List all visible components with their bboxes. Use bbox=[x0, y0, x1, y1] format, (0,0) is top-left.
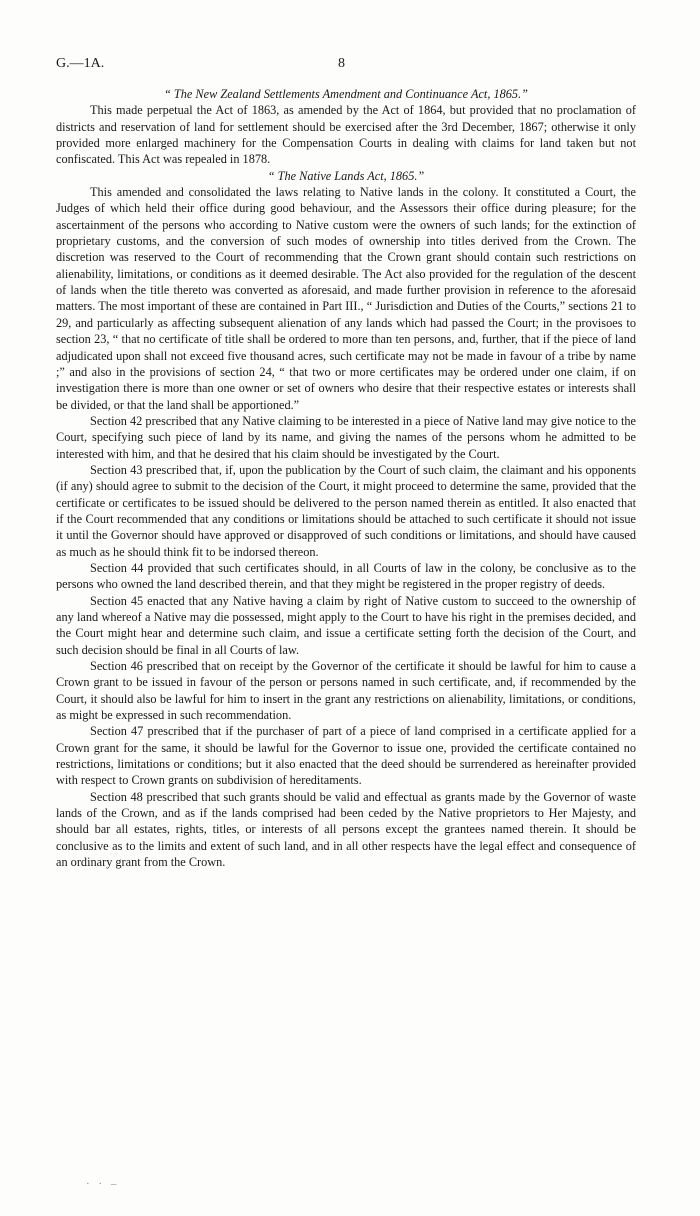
paragraph: Section 47 prescribed that if the purchaser of part of a piece of land comprised in a certificate applied for a Crown grant for the same, it should be lawful for the Governor to issue one, provided the certificate contained no restrictions, limitations or conditions; but it also enacted that the deed should be surrendered as hereinafter provided with respect to Crown grants on subdivision of hereditaments. bbox=[56, 724, 636, 788]
paragraph: Section 44 provided that such certificates should, in all Courts of law in the colony, be conclusive as to the persons who owned the land described therein, and that they might be registered in the proper registry of deeds. bbox=[56, 560, 636, 592]
paragraph: Section 48 prescribed that such grants should be valid and effectual as grants made by the Governor of waste lands of the Crown, and as if the lands comprised had been ceded by the Native proprietors to Her Majesty, and should bar all estates, rights, titles, or interests of all persons except the grantees named therein. It should be conclusive as to the limits and extent of such land, and in all other respects have the legal effect and consequence of an ordinary grant from the Crown. bbox=[56, 789, 636, 870]
document-reference: G.—1A. bbox=[56, 56, 105, 71]
act-title: “ The Native Lands Act, 1865.” bbox=[267, 168, 425, 183]
paragraph: Section 42 prescribed that any Native claiming to be interested in a piece of Native land may give notice to the Court, specifying such piece of land by its name, and giving the names of the persons whom he admitted to be interested with him, and that he desired that his claim should be investigated by the Court. bbox=[56, 413, 636, 461]
body-text bbox=[56, 86, 636, 871]
page-number: 8 bbox=[338, 56, 345, 71]
act-title: “ The New Zealand Settlements Amendment and Continuance Act, 1865.” bbox=[164, 87, 528, 101]
paragraph: Section 45 enacted that any Native having a claim by right of Native custom to succeed to the ownership of any land whereof a Native may die possessed, might apply to the Court to have his right in the premises decided, and the Court might hear and determine such claim, and issue a certificate setting forth the decision of the Court, and such decision should be final in all Courts of law. bbox=[56, 593, 636, 657]
paragraph: Section 46 prescribed that on receipt by the Governor of the certificate it should be lawful for him to cause a Crown grant to be issued in favour of the person or persons named in such certificate, and, if recommended by the Court, it should also be lawful for him to insert in the grant any restrictions on alienability, limitations, or conditions, as might be expressed in such recommendation. bbox=[56, 659, 636, 723]
scan-marks: · · – bbox=[86, 1178, 120, 1190]
paragraph: This amended and consolidated the laws relating to Native lands in the colony. It constituted a Court, the Judges of which held their office during good behaviour, and the Assessors their office during pleasure; for the ascertainment of the persons who according to Native custom were the owners of such lands; for the extinction of proprietary customs, and the conversion of such modes of ownership into titles derived from the Crown. The discretion was reserved to the Court of recommending that the Crown grant should contain such restrictions on alienability, limitations, or conditions as it deemed desirable. The Act also provided for the regulation of the descent of lands when the title thereto was converted as aforesaid, and made further provision in reference to the aforesaid matters. The most important of these are contained in Part III., “ Jurisdiction and Duties of the Courts,” sections 21 to 29, and particularly as affecting subsequent alienation of any lands which had passed the Court; in the provisoes to section 23, “ that no certificate of title shall be ordered to more than ten persons, and, further, that if the piece of land adjudicated upon shall not exceed five thousand acres, such certificate may not be made in favour of a tribe by name ;” and also in the provisions of section 24, “ that two or more certificates may be ordered under one claim, if on investigation there is more than one owner or set of owners who desire that their respective estates or interests shall be divided, or that the land shall be apportioned.” bbox=[56, 185, 636, 412]
paragraph: Section 43 prescribed that, if, upon the publication by the Court of such claim, the claimant and his opponents (if any) should agree to submit to the decision of the Court, it might proceed to determine the same, provided that the certificate or certificates to be issued should be delivered to the person named therein as entitled. It also enacted that if the Court recommended that any conditions or limitations should be attached to such certificate it should not issue it until the Governor should have approved or disapproved of such conditions or limitations, and should have caused as much as he should think fit to be indorsed thereon. bbox=[56, 462, 636, 559]
page-header bbox=[56, 56, 644, 76]
paragraph: This made perpetual the Act of 1863, as amended by the Act of 1864, but provided that no proclamation of districts and reservation of land for settlement should be exercised after the 3rd December, 1867; otherwise it only provided more enlarged machinery for the Compensation Courts in dealing with claims for land taken but not confiscated. This Act was repealed in 1878. bbox=[56, 103, 636, 167]
